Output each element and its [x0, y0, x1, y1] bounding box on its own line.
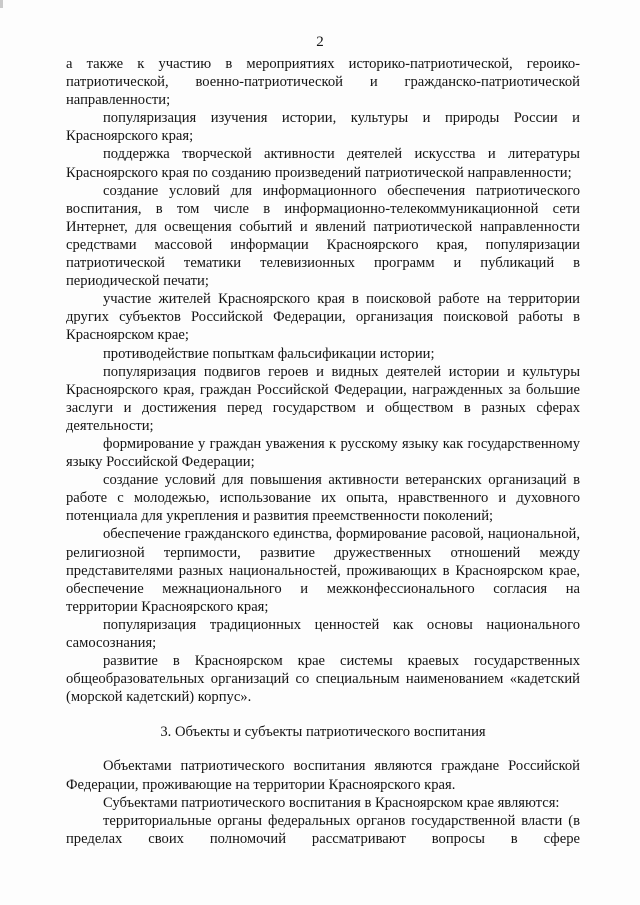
document-body: [66, 55, 580, 848]
paragraph-continuation: а также к участию в мероприятиях историко-патриотической, героико-патриотической, военно-патриотической и гражданско-патриотической направленности;: [66, 56, 580, 109]
paragraph-cut-off: территориальные органы федеральных органов государственной власти (в пределах своих полномочий рассматривают вопросы в сфере: [66, 812, 580, 847]
paragraph: создание условий для повышения активности ветеранских организаций в работе с молодежью, использование их опыта, нравственного и духовного потенциала для укрепления и развития преемственности поколений;: [66, 472, 580, 525]
paragraph: популяризация изучения истории, культуры и природы России и Красноярского края;: [66, 110, 580, 145]
paragraph: создание условий для информационного обеспечения патриотического воспитания, в том числе в информационно-телекоммуникационной сети Интернет, для освещения событий и явлений патриотической направленности средствами массовой информации Красноярского края, популяризации патриотической тематики телевизионных программ и публикаций в периодической печати;: [66, 182, 580, 290]
paragraph: Субъектами патриотического воспитания в Красноярском крае являются:: [103, 794, 560, 811]
scan-edge-mark: [0, 0, 3, 8]
paragraph: Объектами патриотического воспитания являются граждане Российской Федерации, проживающие на территории Красноярского края.: [66, 758, 580, 793]
paragraph: обеспечение гражданского единства, формирование расовой, национальной, религиозной терпимости, развитие дружественных отношений между представителями разных национальностей, проживающих в Красноярском крае, обеспечение межнационального и межконфессионального согласия на территории Красноярского края;: [66, 526, 580, 615]
paragraph: противодействие попыткам фальсификации истории;: [103, 345, 435, 362]
page-number: 2: [316, 34, 324, 50]
paragraph: поддержка творческой активности деятелей искусства и литературы Красноярского края по созданию произведений патриотической направленности;: [66, 146, 580, 181]
paragraph: развитие в Красноярском крае системы краевых государственных общеобразовательных организаций со специальным наименованием «кадетский (морской кадетский) корпус».: [66, 653, 580, 706]
paragraph: популяризация подвигов героев и видных деятелей истории и культуры Красноярского края, граждан Российской Федерации, награжденных за большие заслуги и достижения перед государством и обществом в разных сферах деятельности;: [66, 363, 580, 434]
paragraph: участие жителей Красноярского края в поисковой работе на территории других субъектов Российской Федерации, организация поисковой работы в Красноярском крае;: [66, 291, 580, 344]
section-title: 3. Объекты и субъекты патриотического воспитания: [160, 724, 486, 741]
paragraph: популяризация традиционных ценностей как основы национального самосознания;: [66, 616, 580, 651]
paragraph: формирование у граждан уважения к русскому языку как государственному языку Российской Федерации;: [66, 435, 580, 471]
